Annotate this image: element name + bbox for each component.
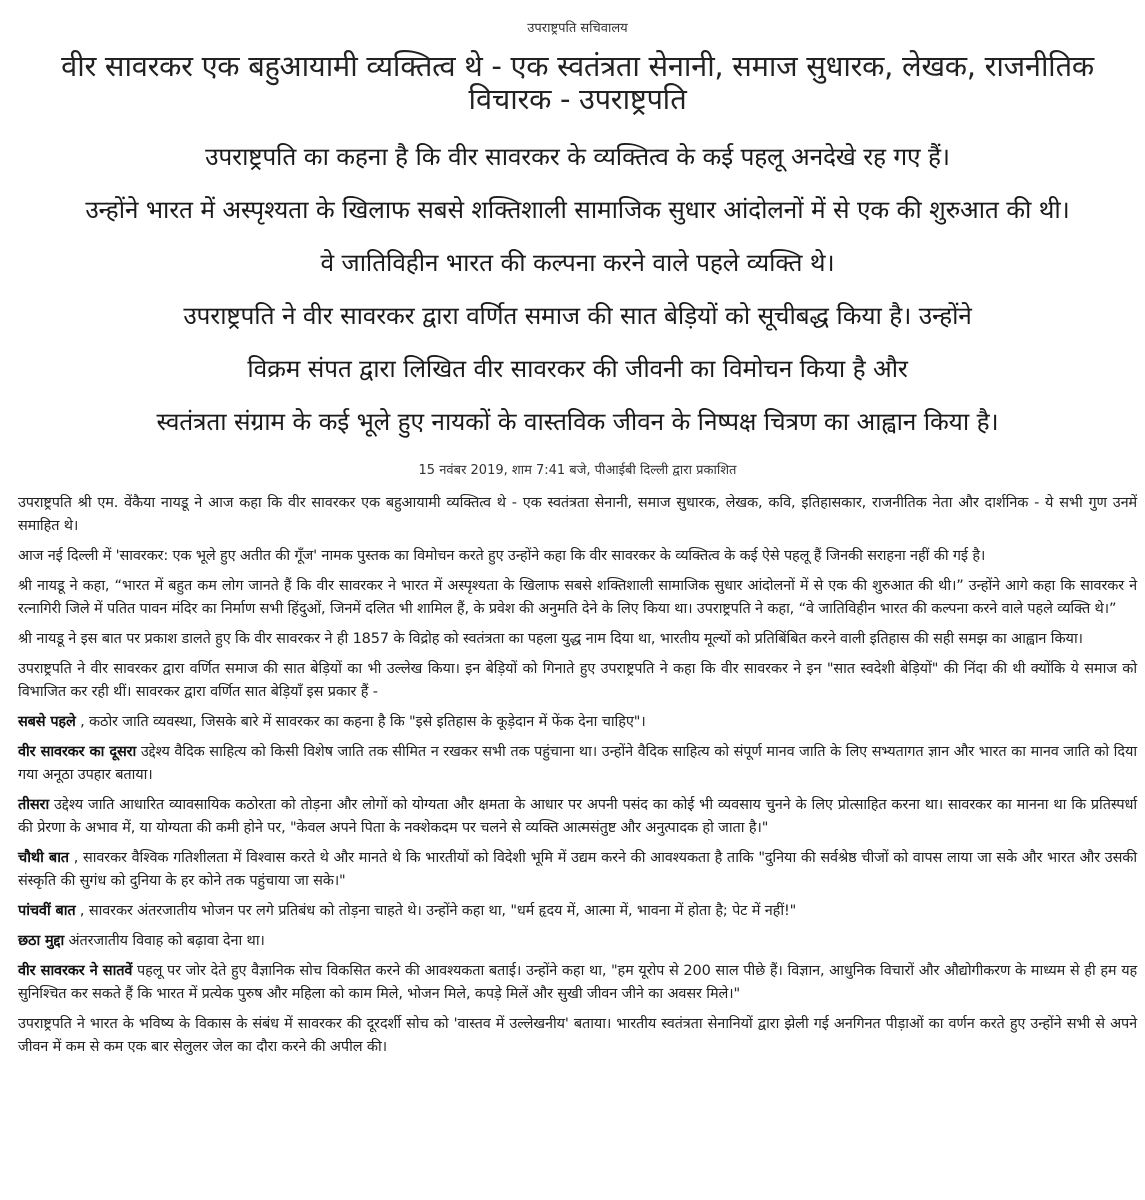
- paragraph: [18, 741, 1137, 787]
- paragraph-text: उपराष्ट्रपति ने वीर सावरकर द्वारा वर्णित समाज की सात बेड़ियों का भी उल्लेख किया। इन बेड़ियों को गिनाते हुए उपराष्ट्रपति ने कहा कि वीर सावरकर ने इन "सात स्वदेशी बेड़ियों" की निंदा की थी क्योंकि ये समाज को विभाजित कर रही थीं। सावरकर द्वारा वर्णित सात बेड़ियाँ इस प्रकार हैं -: [18, 661, 1137, 700]
- paragraph: [18, 492, 1137, 538]
- headline: वीर सावरकर एक बहुआयामी व्यक्तित्व थे - एक स्वतंत्रता सेनानी, समाज सुधारक, लेखक, राजनीतिक विचारक - उपराष्ट्रपति: [61, 49, 1094, 116]
- paragraph-lead: वीर सावरकर ने सातवें: [18, 963, 133, 979]
- paragraph: [18, 1013, 1137, 1059]
- paragraph: [18, 960, 1137, 1006]
- paragraph-text: अंतरजातीय विवाह को बढ़ावा देना था।: [64, 933, 265, 949]
- paragraph-text: उपराष्ट्रपति श्री एम. वेंकैया नायडू ने आज कहा कि वीर सावरकर एक बहुआयामी व्यक्तित्व थे - एक स्वतंत्रता सेनानी, समाज सुधारक, लेखक, कवि, इतिहासकार, राजनीतिक नेता और दार्शनिक - ये सभी गुण उनमें समाहित थे।: [18, 495, 1137, 534]
- paragraph-lead: छठा मुद्दा: [18, 933, 65, 949]
- paragraph: [18, 900, 1137, 923]
- subheading: स्वतंत्रता संग्राम के कई भूले हुए नायकों के वास्तविक जीवन के निष्पक्ष चित्रण का आह्वान किया है।: [156, 407, 999, 436]
- subheading: उपराष्ट्रपति का कहना है कि वीर सावरकर के व्यक्तित्व के कई पहलू अनदेखे रह गए हैं।: [205, 142, 950, 171]
- paragraph-text: उपराष्ट्रपति ने भारत के भविष्य के विकास के संबंध में सावरकर की दूरदर्शी सोच को 'वास्तव में उल्लेखनीय' बताया। भारतीय स्वतंत्रता सेनानियों द्वारा झेली गई अनगिनत पीड़ाओं का वर्णन करते हुए उन्होंने सभी से अपने जीवन में कम से कम एक बार सेलुलर जेल का दौरा करने की अपील की।: [18, 1016, 1137, 1055]
- paragraph: [18, 794, 1137, 840]
- paragraph: [18, 847, 1137, 893]
- paragraph-text: श्री नायडू ने कहा, “भारत में बहुत कम लोग जानते हैं कि वीर सावरकर ने भारत में अस्पृश्यता के खिलाफ सबसे शक्तिशाली सामाजिक सुधार आंदोलनों में से एक की शुरुआत की थी।” उन्होंने आगे कहा कि सावरकर ने रत्नागिरी जिले में पतित पावन मंदिर का निर्माण सभी हिंदुओं, जिनमें दलित भी शामिल हैं, के प्रवेश की अनुमति देने के लिए किया था। उपराष्ट्रपति ने कहा, “वे जातिविहीन भारत की कल्पना करने वाले पहले व्यक्ति थे।”: [18, 578, 1137, 617]
- paragraph: [18, 930, 1137, 953]
- subheading: उन्होंने भारत में अस्पृश्यता के खिलाफ सबसे शक्तिशाली सामाजिक सुधार आंदोलनों में से एक की शुरुआत की थी।: [85, 195, 1070, 224]
- article-body: [18, 492, 1137, 1059]
- paragraph-text: पहलू पर जोर देते हुए वैज्ञानिक सोच विकसित करने की आवश्यकता बताई। उन्होंने कहा था, "हम यूरोप से 200 साल पीछे हैं। विज्ञान, आधुनिक विचारों और औद्योगीकरण के माध्यम से ही हम यह सुनिश्चित कर सकते हैं कि भारत में प्रत्येक पुरुष और महिला को काम मिले, भोजन मिले, कपड़े मिलें और सुखी जीवन जीने का अवसर मिले।": [18, 963, 1138, 1002]
- subheading: वे जातिविहीन भारत की कल्पना करने वाले पहले व्यक्ति थे।: [320, 248, 835, 277]
- paragraph: [18, 711, 1137, 734]
- paragraph-text: , सावरकर अंतरजातीय भोजन पर लगे प्रतिबंध को तोड़ना चाहते थे। उन्होंने कहा था, "धर्म हृदय में, आत्मा में, भावना में होता है; पेट में नहीं!": [75, 903, 797, 919]
- paragraph-text: आज नई दिल्ली में 'सावरकर: एक भूले हुए अतीत की गूँज' नामक पुस्तक का विमोचन करते हुए उन्होंने कहा कि वीर सावरकर के व्यक्तित्व के कई ऐसे पहलू हैं जिनकी सराहना नहीं की गई है।: [18, 548, 986, 564]
- paragraph-text: श्री नायडू ने इस बात पर प्रकाश डालते हुए कि वीर सावरकर ने ही 1857 के विद्रोह को स्वतंत्रता का पहला युद्ध नाम दिया था, भारतीय मूल्यों को प्रतिबिंबित करने वाली इतिहास की सही समझ का आह्वान किया।: [18, 631, 1083, 647]
- paragraph-text: , सावरकर वैश्विक गतिशीलता में विश्वास करते थे और मानते थे कि भारतीयों को विदेशी भूमि में उद्यम करने की आवश्यकता है ताकि "दुनिया की सर्वश्रेष्ठ चीजों को वापस लाया जा सके और भारत और उसकी संस्कृति की सुगंध को दुनिया के हर कोने तक पहुंचाया जा सके।": [18, 850, 1137, 889]
- paragraph-text: , कठोर जाति व्यवस्था, जिसके बारे में सावरकर का कहना है कि "इसे इतिहास के कूड़ेदान में फेंक देना चाहिए"।: [75, 714, 646, 730]
- paragraph-lead: सबसे पहले: [18, 714, 76, 730]
- ministry-name: उपराष्ट्रपति सचिवालय: [527, 21, 628, 36]
- paragraph-text: उद्देश्य वैदिक साहित्य को किसी विशेष जाति तक सीमित न रखकर सभी तक पहुंचाना था। उन्होंने वैदिक साहित्य को संपूर्ण मानव जाति के लिए सभ्यतागत ज्ञान और भारत का मानव जाति को दिया गया अनूठा उपहार बताया।: [18, 744, 1137, 783]
- subheading: उपराष्ट्रपति ने वीर सावरकर द्वारा वर्णित समाज की सात बेड़ियों को सूचीबद्ध किया है। उन्होंने: [183, 301, 972, 330]
- subheadings: [18, 142, 1137, 437]
- paragraph-lead: वीर सावरकर का दूसरा: [18, 744, 137, 760]
- paragraph-text: उद्देश्य जाति आधारित व्यावसायिक कठोरता को तोड़ना और लोगों को योग्यता और क्षमता के आधार पर अपनी पसंद का कोई भी व्यवसाय चुनने के लिए प्रोत्साहित करना था। सावरकर का मानना था कि प्रतिस्पर्धा की प्रेरणा के अभाव में, या योग्यता की कमी होने पर, "केवल अपने पिता के नक्शेकदम पर चलने से व्यक्ति आत्मसंतुष्ट और अनुत्पादक हो जाता है।": [18, 797, 1137, 836]
- subheading: विक्रम संपत द्वारा लिखित वीर सावरकर की जीवनी का विमोचन किया है और: [247, 354, 908, 383]
- paragraph: [18, 658, 1137, 704]
- dateline: 15 नवंबर 2019, शाम 7:41 बजे, पीआईबी दिल्ली द्वारा प्रकाशित: [418, 463, 737, 478]
- paragraph-lead: तीसरा: [18, 797, 50, 813]
- paragraph-lead: पांचवीं बात: [18, 903, 76, 919]
- paragraph: [18, 575, 1137, 621]
- paragraph: [18, 628, 1137, 651]
- paragraph: [18, 545, 1137, 568]
- paragraph-lead: चौथी बात: [18, 850, 69, 866]
